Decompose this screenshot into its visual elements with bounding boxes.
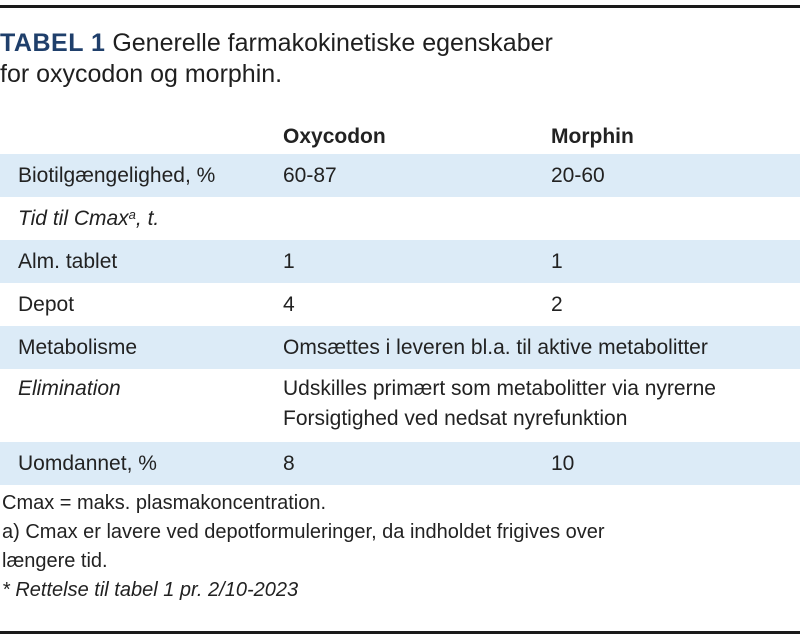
footnote-cmax-definition: Cmax = maks. plasmakoncentration. — [2, 492, 327, 514]
table-row-biotilgaengelighed — [0, 154, 800, 197]
row-label-suffix: , t. — [135, 207, 160, 230]
footnote-marker: a — [128, 207, 136, 222]
table-row-uomdannet — [0, 442, 800, 485]
row-label-main: Tid til Cmax — [18, 207, 129, 230]
bottom-rule — [0, 631, 800, 634]
table-title-text-line2: for oxycodon og morphin. — [0, 60, 283, 88]
cell-morphin: 20-60 — [551, 164, 605, 187]
table-number-label: TABEL 1 — [0, 29, 106, 57]
cell-combined — [283, 374, 716, 434]
table-title-text-line1: Generelle farmakokinetiske egenskaber — [112, 29, 553, 57]
row-label: Biotilgængelighed, % — [18, 164, 216, 187]
cell-combined-line1: Udskilles primært som metabolitter via nyrerne — [283, 377, 716, 400]
cell-combined-line2: Forsigtighed ved nedsat nyrefunktion — [283, 407, 628, 430]
row-label: Alm. tablet — [18, 250, 118, 273]
cell-morphin: 2 — [551, 293, 563, 316]
pharmacokinetics-table — [0, 113, 800, 485]
cell-oxycodon: 4 — [283, 293, 295, 316]
cell-morphin: 10 — [551, 452, 575, 475]
row-label: Uomdannet, % — [18, 452, 157, 475]
cell-combined: Omsættes i leveren bl.a. til aktive metabolitter — [283, 336, 708, 359]
footnote-correction: * Rettelse til tabel 1 pr. 2/10-2023 — [2, 579, 299, 601]
cell-oxycodon: 8 — [283, 452, 295, 475]
table-row-tid-til-cmax — [0, 197, 800, 240]
table-header-row — [0, 113, 800, 154]
header-cell-morphin: Morphin — [551, 125, 634, 148]
table-footnotes — [2, 489, 782, 605]
row-label — [18, 207, 159, 231]
cell-oxycodon: 1 — [283, 250, 295, 273]
footnote-a-line2: længere tid. — [2, 550, 108, 572]
header-cell-oxycodon: Oxycodon — [283, 125, 386, 148]
table-row-metabolisme — [0, 326, 800, 369]
row-label: Elimination — [18, 377, 121, 400]
table-title — [0, 28, 790, 90]
footnote-a-line1: a) Cmax er lavere ved depotformuleringer, da indholdet frigives over — [2, 521, 605, 543]
table-row-elimination — [0, 369, 800, 442]
top-rule — [0, 5, 800, 8]
row-label: Metabolisme — [18, 336, 138, 359]
row-label: Depot — [18, 293, 75, 316]
cell-oxycodon: 60-87 — [283, 164, 337, 187]
cell-morphin: 1 — [551, 250, 563, 273]
table-row-depot — [0, 283, 800, 326]
table-row-alm-tablet — [0, 240, 800, 283]
